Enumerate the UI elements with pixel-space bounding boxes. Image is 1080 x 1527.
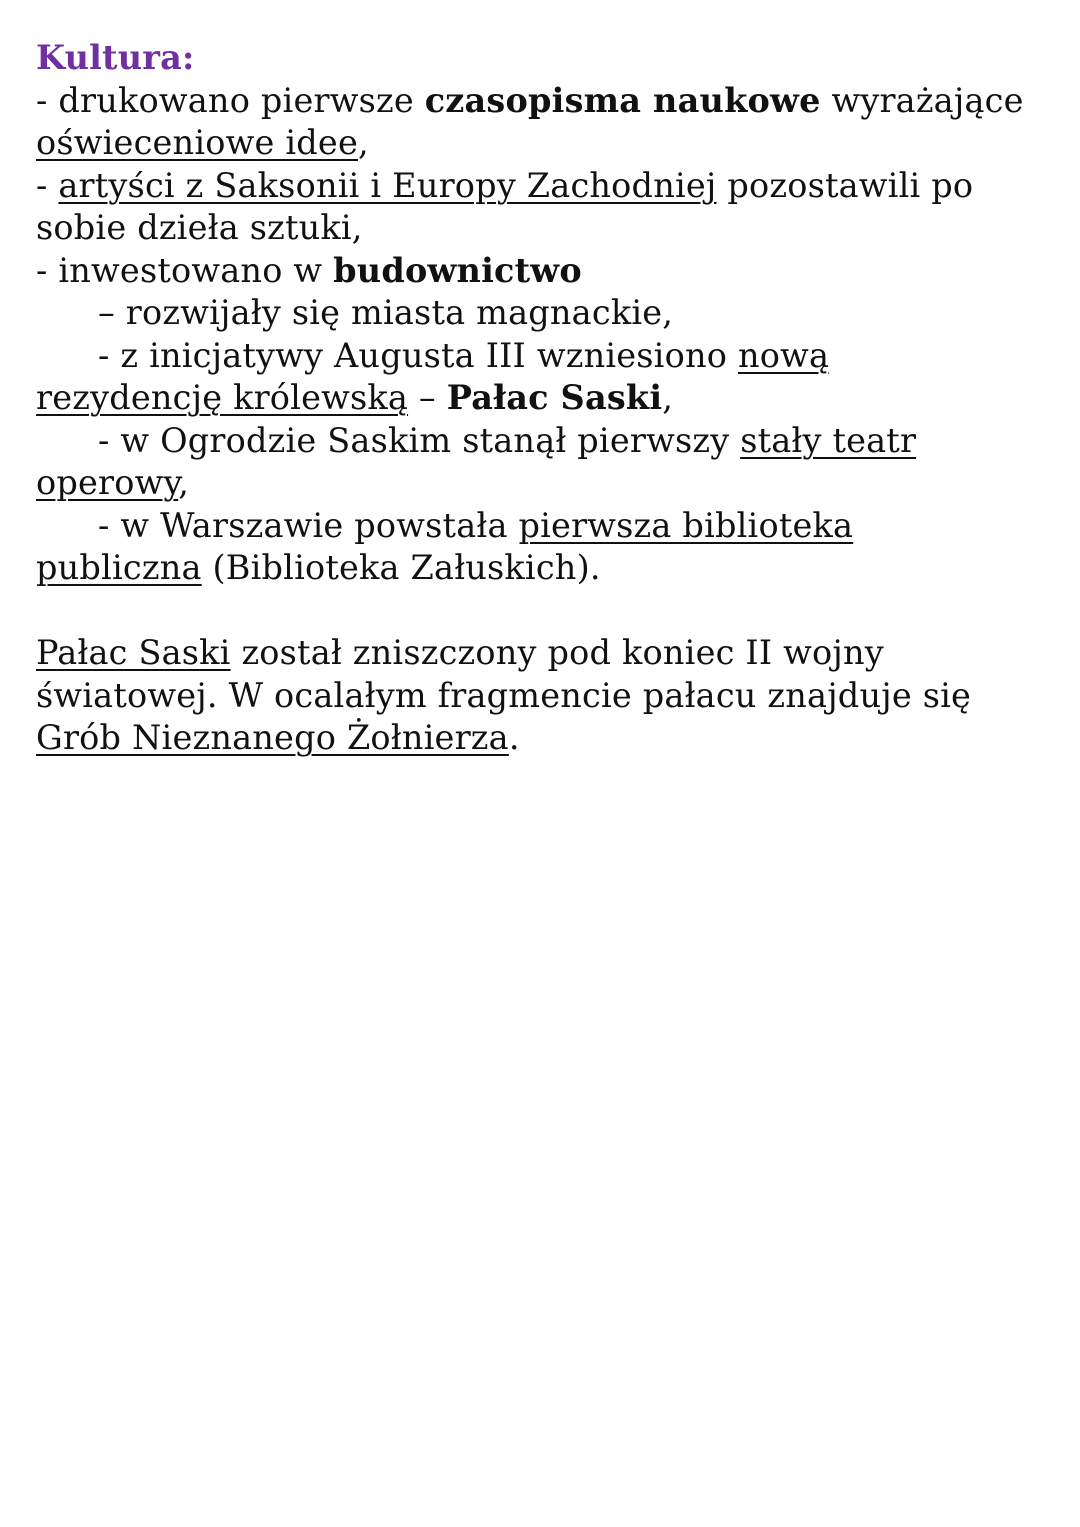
culture-line-7 (36, 335, 1046, 378)
bold-term: budownictwo (333, 250, 582, 290)
underlined-term: artyści z Saksonii i Europy Zachodniej (58, 165, 717, 205)
document-page (36, 37, 1046, 760)
text: – (408, 378, 447, 417)
culture-line-5 (36, 250, 1046, 293)
text: - z inicjatywy Augusta III wzniesiono (98, 335, 738, 375)
culture-line-2 (36, 122, 1046, 165)
underlined-term: rezydencję królewską (36, 378, 409, 417)
culture-line-9 (36, 420, 1046, 463)
text: wyrażające (820, 80, 1024, 120)
note-line-1 (36, 632, 1046, 675)
text: , (357, 123, 369, 162)
text: , (178, 463, 190, 502)
text: został zniszczony pod koniec II wojny (230, 633, 884, 672)
note-paragraph (36, 632, 1046, 760)
text: - inwestowano w (36, 250, 334, 290)
paragraph-gap (36, 590, 1046, 633)
text: - w Warszawie powstała (98, 505, 519, 545)
culture-line-3 (36, 165, 1046, 208)
bold-term: czasopisma naukowe (424, 80, 821, 120)
underlined-term: nową (737, 335, 830, 375)
text: - (36, 165, 59, 205)
text: - drukowano pierwsze (36, 80, 425, 120)
culture-line-4: sobie dzieła sztuki, (36, 208, 363, 247)
culture-line-8 (36, 377, 1046, 420)
culture-list (36, 80, 1046, 590)
underlined-term: pierwsza biblioteka (518, 505, 854, 545)
underlined-term: oświeceniowe idee (36, 123, 358, 162)
underlined-term: stały teatr (740, 420, 917, 460)
text: - w Ogrodzie Saskim stanął pierwszy (98, 420, 741, 460)
note-line-2: światowej. W ocalałym fragmencie pałacu znajduje się (36, 675, 972, 715)
culture-line-11 (36, 505, 1046, 548)
underlined-term: Pałac Saski (36, 633, 231, 672)
note-line-3 (36, 717, 1046, 760)
text: pozostawili po (716, 165, 974, 205)
culture-line-6: – rozwijały się miasta magnackie, (98, 293, 674, 332)
underlined-term: operowy (36, 463, 179, 502)
text: . (508, 718, 520, 757)
text: , (662, 378, 674, 417)
section-heading: Kultura: (36, 38, 195, 77)
underlined-term: Grób Nieznanego Żołnierza (36, 718, 509, 757)
text: (Biblioteka Załuskich). (201, 548, 601, 587)
culture-line-12 (36, 547, 1046, 590)
bold-term: Pałac Saski (446, 378, 663, 417)
culture-line-1 (36, 80, 1046, 123)
culture-line-10 (36, 462, 1046, 505)
underlined-term: publiczna (36, 548, 202, 587)
